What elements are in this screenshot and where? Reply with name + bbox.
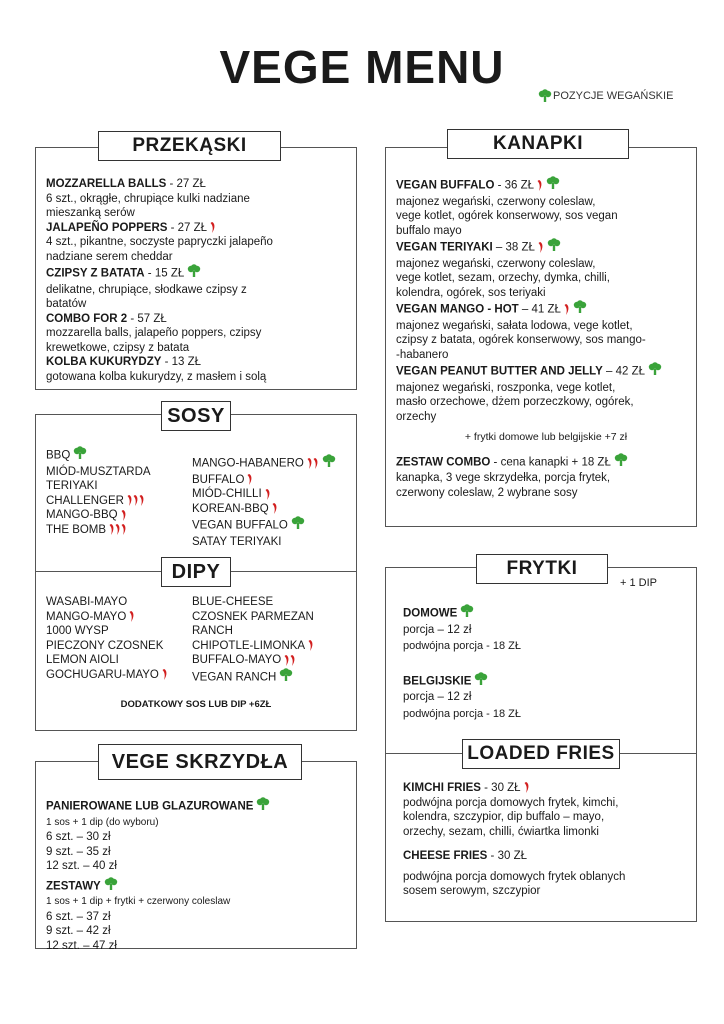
menu-row (396, 300, 696, 319)
menu-row (46, 479, 151, 494)
text-loaded-items-1-desc-1: sosem serowym, szczypior (403, 885, 541, 897)
text-kanapki-combo-name: ZESTAW COMBO (396, 455, 491, 468)
chili-pepper-icon (306, 457, 319, 470)
sosy-right (192, 454, 336, 550)
kanapki-header: KANAPKI (447, 129, 629, 159)
menu-row (46, 523, 151, 538)
chili-pepper-icon (126, 494, 145, 507)
menu-row (46, 624, 168, 639)
sosy-header: SOSY (161, 401, 231, 431)
text-przekaski-items-1-price: - 27 ZŁ (167, 221, 208, 234)
text-dipy-left-1: MANGO-MAYO (46, 610, 127, 623)
loaded-list (403, 781, 693, 899)
text-dipy-left-5: GOCHUGARU-MAYO (46, 668, 159, 681)
text-przekaski-items-3-price: - 57 ZŁ (127, 312, 167, 325)
text-kanapki-items-3-price: – 42 ZŁ (602, 365, 646, 378)
loaded-header: LOADED FRIES (462, 739, 620, 769)
text-skrzydla-sec1-prices-2: 12 szt. – 40 zł (46, 860, 117, 872)
broccoli-icon (546, 176, 560, 195)
text-przekaski-items-0-desc-0: 6 szt., okrągłe, chrupiące kulki nadziane (46, 192, 250, 205)
text-kanapki-items-1-name: VEGAN TERIYAKI (396, 241, 493, 254)
broccoli-icon (73, 446, 87, 465)
text-kanapki-items-0-desc-0: majonez wegański, czerwony coleslaw, (396, 195, 596, 208)
przekaski-header: PRZEKĄSKI (98, 131, 281, 161)
text-przekaski-items-3-desc-0: mozzarella balls, jalapeño poppers, czipsy (46, 327, 262, 339)
broccoli-icon (474, 672, 488, 691)
text-dipy-right-1: CZOSNEK PARMEZAN (192, 610, 314, 623)
text-dipy-left-3: PIECZONY CZOSNEK (46, 639, 164, 652)
text-loaded-items-1-desc-0: podwójna porcja domowych frytek oblanych (403, 870, 626, 883)
text-skrzydla-sec1-prices-0: 6 szt. – 30 zł (46, 831, 111, 843)
text-sosy-right-2: MIÓD-CHILLI (192, 488, 262, 501)
text-kanapki-items-2-desc-0: majonez wegański, sałata lodowa, vege kotlet, (396, 319, 633, 332)
text-kanapki-combo-price: - cena kanapki + 18 ZŁ (490, 455, 611, 468)
dipy-left (46, 595, 168, 683)
text-dipy-right-4: BUFFALO-MAYO (192, 654, 282, 667)
text-kanapki-items-1-desc-0: majonez wegański, czerwony coleslaw, (396, 257, 596, 270)
menu-row (403, 781, 693, 796)
item-jalapeno (46, 221, 351, 236)
text-kanapki-items-0-desc-2: buffalo mayo (396, 224, 462, 237)
broccoli-icon (104, 877, 118, 896)
item-czipsy (46, 264, 351, 283)
text-przekaski-items-1-name: JALAPEÑO POPPERS (46, 221, 168, 234)
text-skrzydla-sec2-note: 1 sos + 1 dip + frytki + czerwony coleslaw (46, 896, 231, 907)
menu-row (396, 453, 696, 472)
chili-pepper-icon (537, 241, 544, 254)
menu-row (46, 797, 351, 816)
text-frytki-items-1-portion: porcja – 12 zł (403, 691, 472, 703)
text-loaded-items-0-price: - 30 ZŁ (480, 782, 521, 794)
text-skrzydla-sec2-title: ZESTAWY (46, 879, 101, 892)
menu-row (192, 610, 314, 625)
chili-pepper-icon (120, 509, 127, 522)
frytki-list (403, 604, 693, 721)
item-combo (46, 312, 351, 327)
text-frytki-items-1-name: BELGIJSKIE (403, 674, 472, 687)
chili-pepper-icon (209, 221, 216, 234)
text-sosy-right-1: BUFFALO (192, 473, 245, 486)
text-dipy-right-3: CHIPOTLE-LIMONKA (192, 639, 306, 652)
text-kanapki-items-0-desc-1: vege kotlet, ogórek konserwowy, sos vegan (396, 210, 618, 222)
menu-row (396, 238, 696, 257)
text-kanapki-items-1-desc-1: vege kotlet, sezam, orzechy, dymka, chilli, (396, 272, 610, 284)
chili-pepper-icon (536, 179, 543, 192)
menu-row (396, 176, 696, 195)
broccoli-icon (648, 362, 662, 381)
chili-pepper-icon (128, 610, 135, 623)
text-dipy-right-5: VEGAN RANCH (192, 671, 277, 684)
text-kanapki-items-3-name: VEGAN PEANUT BUTTER AND JELLY (396, 365, 603, 378)
text-kanapki-items-2-desc-1: czipsy z batata, ogórek konserwowy, sos mango- (396, 334, 646, 346)
text-przekaski-items-2-price: - 15 ZŁ (144, 267, 185, 280)
menu-row (403, 672, 693, 691)
text-sosy-left-2: TERIYAKI (46, 480, 98, 493)
chili-pepper-icon (523, 781, 530, 794)
kanapki-extra: + frytki domowe lub belgijskie +7 zł (464, 431, 628, 443)
broccoli-icon (538, 89, 552, 103)
menu-row (192, 473, 336, 488)
text-przekaski-items-1-desc-1: nadziane serem cheddar (46, 250, 173, 263)
broccoli-icon (460, 604, 474, 623)
text-przekaski-items-2-name: CZIPSY Z BATATA (46, 267, 145, 280)
vegan-legend (538, 89, 673, 103)
chili-pepper-icon (271, 502, 278, 515)
text-kanapki-items-2-desc-2: -habanero (396, 348, 449, 361)
menu-row (192, 653, 314, 668)
menu-row (192, 668, 314, 687)
przekaski-list (46, 177, 351, 384)
menu-row (46, 465, 151, 480)
kanapki-list (396, 176, 696, 500)
text-kanapki-items-2-name: VEGAN MANGO - HOT (396, 303, 519, 316)
broccoli-icon (573, 300, 587, 319)
text-przekaski-items-0-name: MOZZARELLA BALLS (46, 178, 167, 190)
menu-row (192, 595, 314, 610)
text-frytki-items-0-portion: porcja – 12 zł (403, 623, 472, 636)
text-dipy-right-2: RANCH (192, 625, 233, 638)
item-mozzarella (46, 177, 351, 192)
text-przekaski-items-4-price: - 13 ZŁ (161, 356, 202, 368)
text-przekaski-items-4-name: KOLBA KUKURYDZY (46, 356, 162, 368)
broccoli-icon (322, 454, 336, 473)
text-przekaski-items-0-desc-1: mieszanką serów (46, 207, 135, 219)
menu-row (46, 610, 168, 625)
text-sosy-left-1: MIÓD-MUSZTARDA (46, 465, 151, 478)
menu-row (192, 639, 314, 654)
skrzydla-header: VEGE SKRZYDŁA (98, 744, 302, 780)
text-skrzydla-sec2-prices-1: 9 szt. – 42 zł (46, 925, 111, 937)
chili-pepper-icon (264, 488, 271, 501)
text-sosy-right-0: MANGO-HABANERO (192, 457, 304, 470)
text-loaded-items-0-desc-1: kolendra, szczypior, dip buffalo – mayo, (403, 811, 605, 823)
menu-title: VEGE MENU (219, 41, 505, 93)
menu-row (46, 653, 168, 668)
menu-row (192, 516, 336, 535)
text-kanapki-items-2-price: – 41 ZŁ (518, 303, 561, 316)
text-przekaski-items-4-desc-0: gotowana kolba kukurydzy, z masłem i solą (46, 370, 267, 383)
text-sosy-right-3: KOREAN-BBQ (192, 502, 269, 515)
menu-row (403, 849, 693, 864)
text-loaded-items-0-desc-0: podwójna porcja domowych frytek, kimchi, (403, 796, 619, 809)
text-sosy-left-5: THE BOMB (46, 523, 107, 536)
broccoli-icon (291, 516, 305, 535)
text-sosy-left-0: BBQ (46, 449, 71, 462)
text-dipy-left-2: 1000 WYSP (46, 625, 109, 638)
text-dipy-right-0: BLUE-CHEESE (192, 596, 274, 608)
chili-pepper-icon (283, 654, 296, 667)
text-frytki-items-1-double: podwójna porcja - 18 ZŁ (403, 707, 522, 720)
text-skrzydla-sec2-prices-0: 6 szt. – 37 zł (46, 910, 111, 923)
text-kanapki-combo-desc-0: kanapka, 3 vege skrzydełka, porcja frytek, (396, 472, 611, 484)
text-loaded-items-0-desc-2: orzechy, sezam, chilli, ćwiartka limonki (403, 825, 599, 838)
menu-row (192, 624, 314, 639)
dipy-header: DIPY (161, 557, 231, 587)
text-skrzydla-sec2-prices-2: 12 szt. – 47 zł (46, 939, 117, 952)
text-loaded-items-1-name: CHEESE FRIES (403, 850, 488, 862)
text-loaded-items-1-price: - 30 ZŁ (487, 850, 527, 862)
menu-row (396, 362, 696, 381)
text-kanapki-items-3-desc-2: orzechy (396, 410, 437, 423)
text-frytki-items-0-double: podwójna porcja - 18 ZŁ (403, 640, 522, 652)
menu-row (46, 668, 168, 683)
item-kolba (46, 355, 351, 370)
text-kanapki-items-1-price: – 38 ZŁ (492, 241, 535, 254)
menu-row (46, 494, 151, 509)
menu-row (46, 508, 151, 523)
text-sosy-left-3: CHALLENGER (46, 494, 124, 507)
broccoli-icon (547, 238, 561, 257)
menu-row (403, 604, 693, 623)
text-przekaski-items-3-desc-1: krewetkowe, czipsy z batata (46, 341, 190, 354)
menu-row (192, 502, 336, 517)
menu-row (46, 595, 168, 610)
dipy-right (192, 595, 314, 687)
dipy-note: DODATKOWY SOS LUB DIP +6ZŁ (120, 699, 272, 710)
text-sosy-left-4: MANGO-BBQ (46, 509, 118, 522)
chili-pepper-icon (108, 523, 127, 536)
text-dipy-left-0: WASABI-MAYO (46, 596, 128, 608)
legend-label: POZYCJE WEGAŃSKIE (553, 90, 674, 102)
text-kanapki-items-0-price: - 36 ZŁ (494, 179, 535, 192)
chili-pepper-icon (161, 668, 168, 681)
text-kanapki-items-3-desc-0: majonez wegański, roszponka, vege kotlet, (396, 381, 616, 394)
text-skrzydla-sec1-note: 1 sos + 1 dip (do wyboru) (46, 816, 159, 828)
text-skrzydla-sec1-prices-1: 9 szt. – 35 zł (46, 845, 111, 858)
frytki-dip: + 1 DIP (620, 577, 657, 589)
broccoli-icon (279, 668, 293, 687)
chili-pepper-icon (307, 639, 314, 652)
menu-row (192, 454, 336, 473)
text-kanapki-combo-desc-1: czerwony coleslaw, 2 wybrane sosy (396, 486, 578, 499)
text-przekaski-items-1-desc-0: 4 szt., pikantne, soczyste papryczki jalapeño (46, 236, 273, 248)
text-sosy-right-4: VEGAN BUFFALO (192, 519, 288, 532)
menu-row (46, 877, 351, 896)
menu-row (192, 487, 336, 502)
text-sosy-right-5: SATAY TERIYAKI (192, 535, 282, 548)
text-skrzydla-sec1-title: PANIEROWANE LUB GLAZUROWANE (46, 800, 254, 813)
text-kanapki-items-1-desc-2: kolendra, ogórek, sos teriyaki (396, 286, 546, 299)
broccoli-icon (187, 264, 201, 283)
text-przekaski-items-3-name: COMBO FOR 2 (46, 312, 128, 325)
text-przekaski-items-2-desc-1: batatów (46, 298, 87, 310)
text-frytki-items-0-name: DOMOWE (403, 607, 458, 620)
text-przekaski-items-0-price: - 27 ZŁ (166, 178, 206, 190)
sosy-left (46, 446, 151, 538)
chili-pepper-icon (563, 303, 570, 316)
text-przekaski-items-2-desc-0: delikatne, chrupiące, słodkawe czipsy z (46, 283, 247, 296)
text-loaded-items-0-name: KIMCHI FRIES (403, 782, 481, 794)
menu-row (46, 639, 168, 654)
skrzydla-content (46, 797, 351, 953)
menu-row (192, 535, 336, 550)
menu-row (46, 446, 151, 465)
chili-pepper-icon (246, 473, 253, 486)
text-dipy-left-4: LEMON AIOLI (46, 654, 119, 667)
text-kanapki-items-3-desc-1: masło orzechowe, dżem porzeczkowy, ogórek, (396, 396, 634, 408)
broccoli-icon (614, 453, 628, 472)
text-kanapki-items-0-name: VEGAN BUFFALO (396, 179, 495, 192)
frytki-header: FRYTKI (476, 554, 608, 584)
broccoli-icon (256, 797, 270, 816)
